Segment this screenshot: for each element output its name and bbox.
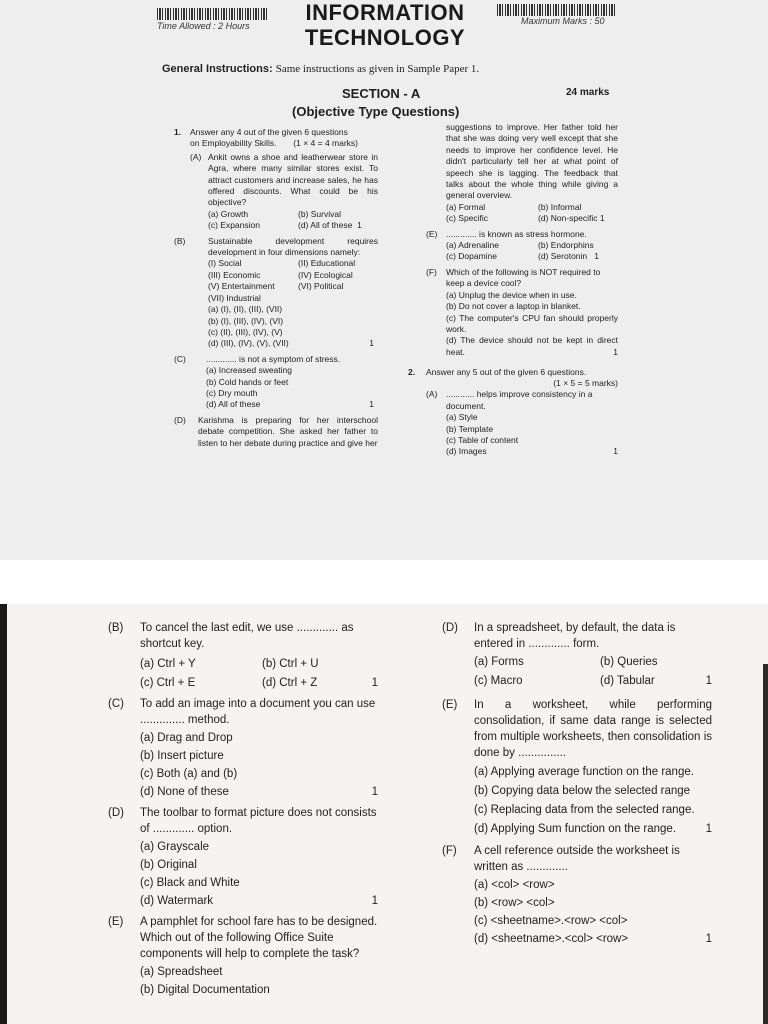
item-5: (V) Entertainment [208, 281, 275, 292]
question-intro-2: on Employability Skills. [190, 138, 277, 149]
option-c: (c) Table of content [446, 434, 519, 445]
option-a: (a) Formal [446, 201, 486, 212]
question-1e [408, 229, 618, 263]
question-1f [408, 267, 618, 359]
question-text: The toolbar to format picture does not consists of ............. option. [140, 807, 377, 835]
option-a: (a) Unplug the device when in use. [446, 289, 577, 300]
option-b: (b) Ctrl + U [262, 658, 319, 670]
marks-value: 1 [594, 251, 599, 262]
question-text: A cell reference outside the worksheet is written as ............. [474, 845, 680, 873]
marks-value: 1 [705, 933, 712, 945]
options-grid [442, 654, 712, 670]
marks-value: 1 [599, 213, 605, 224]
options-grid [442, 673, 712, 689]
question-2d-right [442, 620, 712, 652]
question-2c [108, 696, 378, 728]
page-title-line2: TECHNOLOGY [304, 25, 466, 50]
question-text: In a worksheet, while performing consolidation, if same data range is selected from multiple worksheets, then consolidation is done by ............... [474, 699, 712, 759]
option-a: (a) <col> <row> [474, 879, 555, 891]
marks-value: 1 [357, 220, 362, 231]
question-text: To cancel the last edit, we use ............. as shortcut key. [140, 622, 354, 650]
page-two [0, 604, 768, 1024]
option-d: (d) All of these [206, 399, 261, 410]
sub-label: (F) [442, 845, 457, 857]
question-2e-right [442, 697, 712, 761]
option-a: (a) Adrenaline [446, 240, 499, 251]
question-2f-right [442, 843, 712, 875]
marks-value: 1 [369, 338, 374, 349]
option-c: (c) (II), (III), (IV), (V) [208, 326, 283, 337]
option-b: (b) (I), (III), (IV), (VI) [208, 315, 284, 326]
option-c: (c) The computer's CPU fan should properly work. [446, 312, 618, 334]
option-c: (c) Both (a) and (b) [140, 768, 238, 780]
p2-left-column [108, 620, 378, 998]
question-1c [174, 354, 378, 411]
option-b: (b) Informal [538, 201, 582, 212]
sub-label: (D) [108, 807, 124, 819]
barcode-right-icon [497, 4, 617, 16]
option-a: (a) Style [446, 412, 478, 423]
general-instructions-label: General Instructions: [162, 63, 273, 75]
option-a: (a) Increased sweating [206, 365, 292, 376]
option-c: (c) Macro [474, 675, 523, 687]
option-b: (b) Template [446, 423, 494, 434]
option-c: (c) Dopamine [446, 251, 498, 262]
question-text: ............. is known as stress hormone. [446, 228, 587, 239]
question-text: ............. is not a symptom of stress. [206, 353, 341, 364]
question-marks: (1 × 5 = 5 marks) [553, 377, 618, 388]
option-d: (d) Watermark [140, 895, 214, 907]
question-text: Ankit owns a shoe and leatherwear store in Agra, where many similar stores exist. To attract customers and increase sales, he has offered discounts. What could be his objective? [208, 151, 378, 208]
option-c: (c) Specific [446, 213, 489, 224]
option-d: (d) Non-specific 1 [538, 213, 605, 224]
question-text: To add an image into a document you can use .............. method. [140, 698, 376, 726]
maximum-marks: Maximum Marks : 50 [521, 16, 605, 26]
section-subtitle: (Objective Type Questions) [292, 104, 460, 119]
right-column [408, 122, 618, 458]
option-b: (b) Cold hands or feet [206, 376, 289, 387]
question-text-left: Karishma is preparing for her interschool debate competition. She asked her father to listen to her debate during practice and give her [198, 414, 378, 448]
question-2 [408, 367, 618, 390]
sub-label: (B) [108, 622, 124, 634]
option-c: (c) Expansion [208, 220, 260, 231]
option-c: (c) Replacing data from the selected range. [474, 804, 695, 816]
option-d: (d) <sheetname>.<col> <row> [474, 933, 629, 945]
sub-label: (E) [108, 916, 124, 928]
option-d: (d) Tabular [600, 675, 655, 687]
question-2d-left [108, 805, 378, 837]
option-d: (d) (III), (IV), (V), (VII) [208, 338, 289, 349]
sub-label: (B) [174, 235, 186, 246]
question-2e-left [108, 914, 378, 962]
option-b: (b) Insert picture [140, 750, 224, 762]
question-text: In a spreadsheet, by default, the data is entered in ............. form. [474, 622, 676, 650]
option-b: (b) <row> <col> [474, 897, 555, 909]
item-7: (VII) Industrial [208, 292, 261, 303]
option-d: (d) Ctrl + Z [262, 677, 318, 689]
question-1d [174, 415, 378, 449]
option-b: (b) Original [140, 859, 197, 871]
question-2b [108, 620, 378, 652]
option-c: (c) Dry mouth [206, 387, 258, 398]
question-marks: (1 × 4 = 4 marks) [293, 138, 358, 149]
marks-value: 1 [369, 399, 374, 410]
option-d: (d) The device should not be kept in direct heat. [446, 335, 618, 357]
option-b: (b) Endorphins [538, 240, 594, 251]
sub-label: (D) [174, 414, 186, 425]
option-d: (d) None of these [140, 786, 229, 798]
left-column [174, 127, 378, 449]
question-text: Which of the following is NOT required to keep a device cool? [446, 266, 601, 289]
general-instructions-text: Same instructions as given in Sample Paper 1. [275, 63, 480, 75]
item-3: (III) Economic [208, 269, 261, 280]
marks-value: 1 [613, 347, 618, 358]
options-grid [108, 656, 378, 672]
sub-label: (C) [108, 698, 124, 710]
option-a: (a) Ctrl + Y [140, 658, 196, 670]
sub-label: (A) [190, 151, 202, 162]
option-c: (c) Black and White [140, 877, 240, 889]
option-a: (a) Forms [474, 656, 524, 668]
options-grid [108, 675, 378, 691]
marks-value: 1 [371, 895, 378, 907]
option-d: (d) All of these 1 [298, 220, 362, 231]
option-a: (a) Growth [208, 208, 249, 219]
question-1 [174, 127, 378, 150]
section-marks: 24 marks [566, 87, 610, 98]
question-number: 1. [174, 127, 182, 137]
page-title-line1: INFORMATION [305, 0, 465, 25]
page-edge-shadow-right [763, 664, 768, 1024]
question-1b [174, 236, 378, 350]
question-1a [174, 152, 378, 232]
page-edge-shadow [0, 604, 7, 1024]
question-number: 2. [408, 366, 416, 377]
marks-value: 1 [371, 677, 378, 689]
option-a: (a) Applying average function on the range. [474, 766, 694, 778]
option-c: (c) Ctrl + E [140, 677, 196, 689]
option-b: (b) Copying data below the selected range [474, 785, 691, 797]
sub-label: (F) [426, 266, 437, 277]
sub-label: (E) [442, 699, 458, 711]
question-intro: Answer any 5 out of the given 6 questions. [426, 366, 587, 377]
option-d: (d) Applying Sum function on the range. [474, 823, 677, 835]
item-4: (IV) Ecological [298, 269, 353, 280]
sub-label: (D) [442, 622, 458, 634]
sub-label: (A) [426, 389, 438, 400]
option-a: (a) Drag and Drop [140, 732, 233, 744]
page-gap [0, 560, 768, 604]
marks-value: 1 [371, 786, 378, 798]
option-a: (a) Grayscale [140, 841, 210, 853]
sub-label: (C) [174, 353, 186, 364]
marks-value: 1 [705, 823, 712, 835]
item-2: (II) Educational [298, 258, 356, 269]
option-b: (b) Do not cover a laptop in blanket. [446, 301, 581, 312]
general-instructions [162, 63, 479, 75]
question-text-right: suggestions to improve. Her father told her that she was doing very well except that she needs to improve her confidence level. He didn't particularly tell her at what point of speech she is lagging. The feedback that talks about the whole thing while giving a general overview. [446, 122, 618, 201]
sub-label: (E) [426, 228, 438, 239]
option-a: (a) Spreadsheet [140, 966, 223, 978]
question-intro: Answer any 4 out of the given 6 questions [190, 127, 348, 137]
marks-value: 1 [613, 446, 618, 457]
item-6: (VI) Political [298, 281, 344, 292]
option-d: (d) Serotonin 1 [538, 251, 599, 262]
option-b: (b) Queries [600, 656, 658, 668]
question-text: Sustainable development requires development in four dimensions namely: [208, 235, 378, 258]
option-b: (b) Survival [298, 208, 341, 219]
item-1: (I) Social [208, 258, 242, 269]
time-allowed: Time Allowed : 2 Hours [157, 21, 250, 31]
p2-right-column [442, 620, 712, 947]
option-b: (b) Digital Documentation [140, 984, 270, 996]
section-title: SECTION - A [342, 86, 421, 101]
option-a: (a) (I), (II), (III), (VII) [208, 304, 283, 315]
question-2a [408, 389, 618, 457]
option-c: (c) <sheetname>.<row> <col> [474, 915, 628, 927]
barcode-left-icon [157, 8, 269, 20]
question-text: A pamphlet for school fare has to be designed. Which out of the following Office Suite components will help to complete the task? [140, 916, 378, 960]
option-d: (d) Images [446, 446, 487, 457]
marks-value: 1 [705, 675, 712, 687]
question-text: ............ helps improve consistency in a document. [446, 389, 593, 411]
